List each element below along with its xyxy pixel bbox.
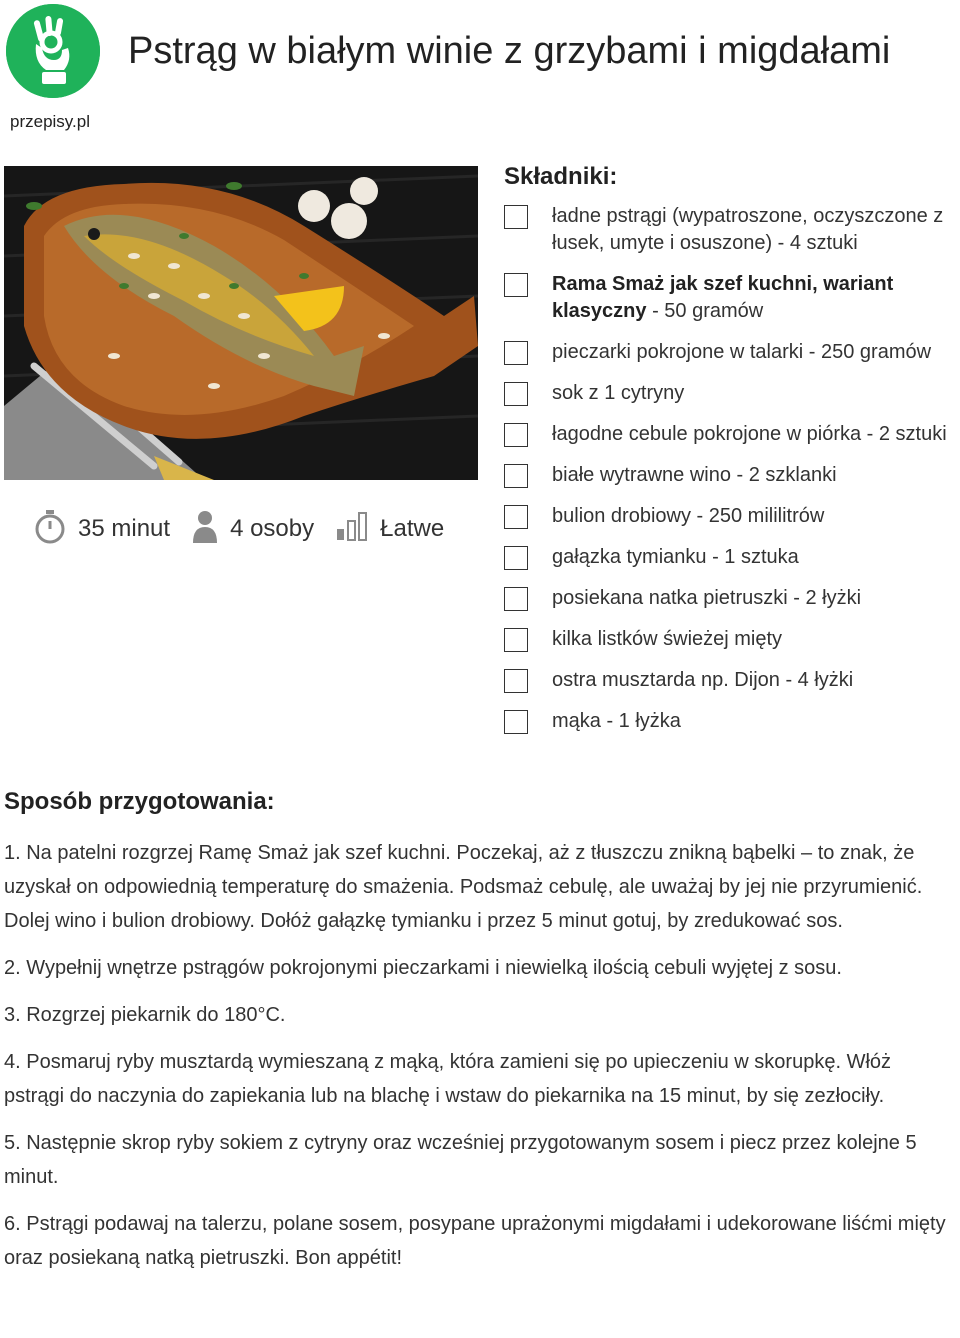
preparation-title: Sposób przygotowania: [4,788,275,815]
preparation-step: 3. Rozgrzej piekarnik do 180°C. [4,1004,286,1026]
ingredient-product-link[interactable]: Rama Smaż jak szef kuchni, wariant klasyczny [552,273,894,322]
preparation-step: 4. Posmaruj ryby musztardą wymieszaną z mąką, która zamieni się po upieczeniu w skorupkę. Włóż pstrągi do naczynia do zapiekania lub na blachę i wstaw do piekarnika na 15 minut, by się zezłociły. [4,1051,892,1107]
ingredient-checkbox[interactable] [504,205,528,229]
preparation-step: 2. Wypełnij wnętrze pstrągów pokrojonymi pieczarkami i niewielką ilością cebuli wyjętej z sosu. [4,957,842,979]
ok-hand-icon [6,4,100,98]
preparation-step: 6. Pstrągi podawaj na talerzu, polane sosem, posypane uprażonymi migdałami i udekorowane liśćmi mięty oraz posiekaną natką pietruszki. Bon appétit! [4,1213,946,1269]
ingredient-item [504,380,960,407]
ingredient-item [504,544,960,571]
servings [192,509,314,550]
ingredient-text: ładne pstrągi (wypatroszone, oczyszczone z łusek, umyte i osuszone) - 4 sztuki [552,205,944,254]
preparation-steps [4,836,954,1288]
ingredient-item [504,585,960,612]
brand-logo[interactable] [6,4,100,98]
person-icon [192,509,218,550]
ingredient-text: - 50 gramów [646,300,764,322]
ingredient-checkbox[interactable] [504,423,528,447]
ingredient-text: łagodne cebule pokrojone w piórka - 2 sztuki [552,423,947,445]
preparation-step: 5. Następnie skrop ryby sokiem z cytryny oraz wcześniej przygotowanym sosem i piecz przez kolejne 5 minut. [4,1132,917,1188]
ingredient-item [504,339,960,366]
ingredient-checkbox[interactable] [504,710,528,734]
ingredient-text: białe wytrawne wino - 2 szklanki [552,464,837,486]
ingredient-text: posiekana natka pietruszki - 2 łyżki [552,587,862,609]
ingredient-item [504,503,960,530]
ingredient-item [504,421,960,448]
ingredient-text: mąka - 1 łyżka [552,710,681,732]
ingredient-checkbox[interactable] [504,273,528,297]
servings-text: 4 osoby [230,515,315,542]
ingredient-item [504,462,960,489]
ingredient-checkbox[interactable] [504,669,528,693]
recipe-photo [4,166,478,480]
ingredient-checkbox[interactable] [504,546,528,570]
ingredient-text: bulion drobiowy - 250 mililitrów [552,505,825,527]
ingredients-title: Składniki: [504,163,618,190]
ingredient-text: sok z 1 cytryny [552,382,685,404]
difficulty [336,511,444,548]
ingredient-checkbox[interactable] [504,628,528,652]
ingredient-item [504,203,960,257]
ingredient-text: gałązka tymianku - 1 sztuka [552,546,799,568]
prep-time-text: 35 minut [78,515,171,542]
ingredient-checkbox[interactable] [504,341,528,365]
ingredient-checkbox[interactable] [504,587,528,611]
recipe-meta [34,506,474,552]
ingredient-item [504,708,960,735]
difficulty-bars-icon [336,511,368,548]
page-title: Pstrąg w białym winie z grzybami i migdałami [128,30,891,72]
ingredient-text: kilka listków świeżej mięty [552,628,783,650]
preparation-step: 1. Na patelni rozgrzej Ramę Smaż jak szef kuchni. Poczekaj, aż z tłuszczu znikną bąbelki – to znak, że uzyskał on odpowiednią temperaturę do smażenia. Podsmaż cebulę, ale uważaj by jej nie przyrumienić. Dolej wino i bulion drobiowy. Dołóż gałązkę tymianku i przez 5 minut gotuj, by zredukować sos. [4,842,923,932]
brand-name[interactable]: przepisy.pl [10,112,90,131]
difficulty-text: Łatwe [380,515,445,542]
ingredient-text: ostra musztarda np. Dijon - 4 łyżki [552,669,854,691]
ingredient-text: pieczarki pokrojone w talarki - 250 gramów [552,341,932,363]
stopwatch-icon [34,508,66,551]
ingredient-checkbox[interactable] [504,505,528,529]
ingredient-item [504,271,960,325]
ingredient-checkbox[interactable] [504,382,528,406]
prep-time [34,508,170,551]
ingredients-list [504,203,960,749]
ingredient-item [504,667,960,694]
ingredient-checkbox[interactable] [504,464,528,488]
ingredient-item [504,626,960,653]
